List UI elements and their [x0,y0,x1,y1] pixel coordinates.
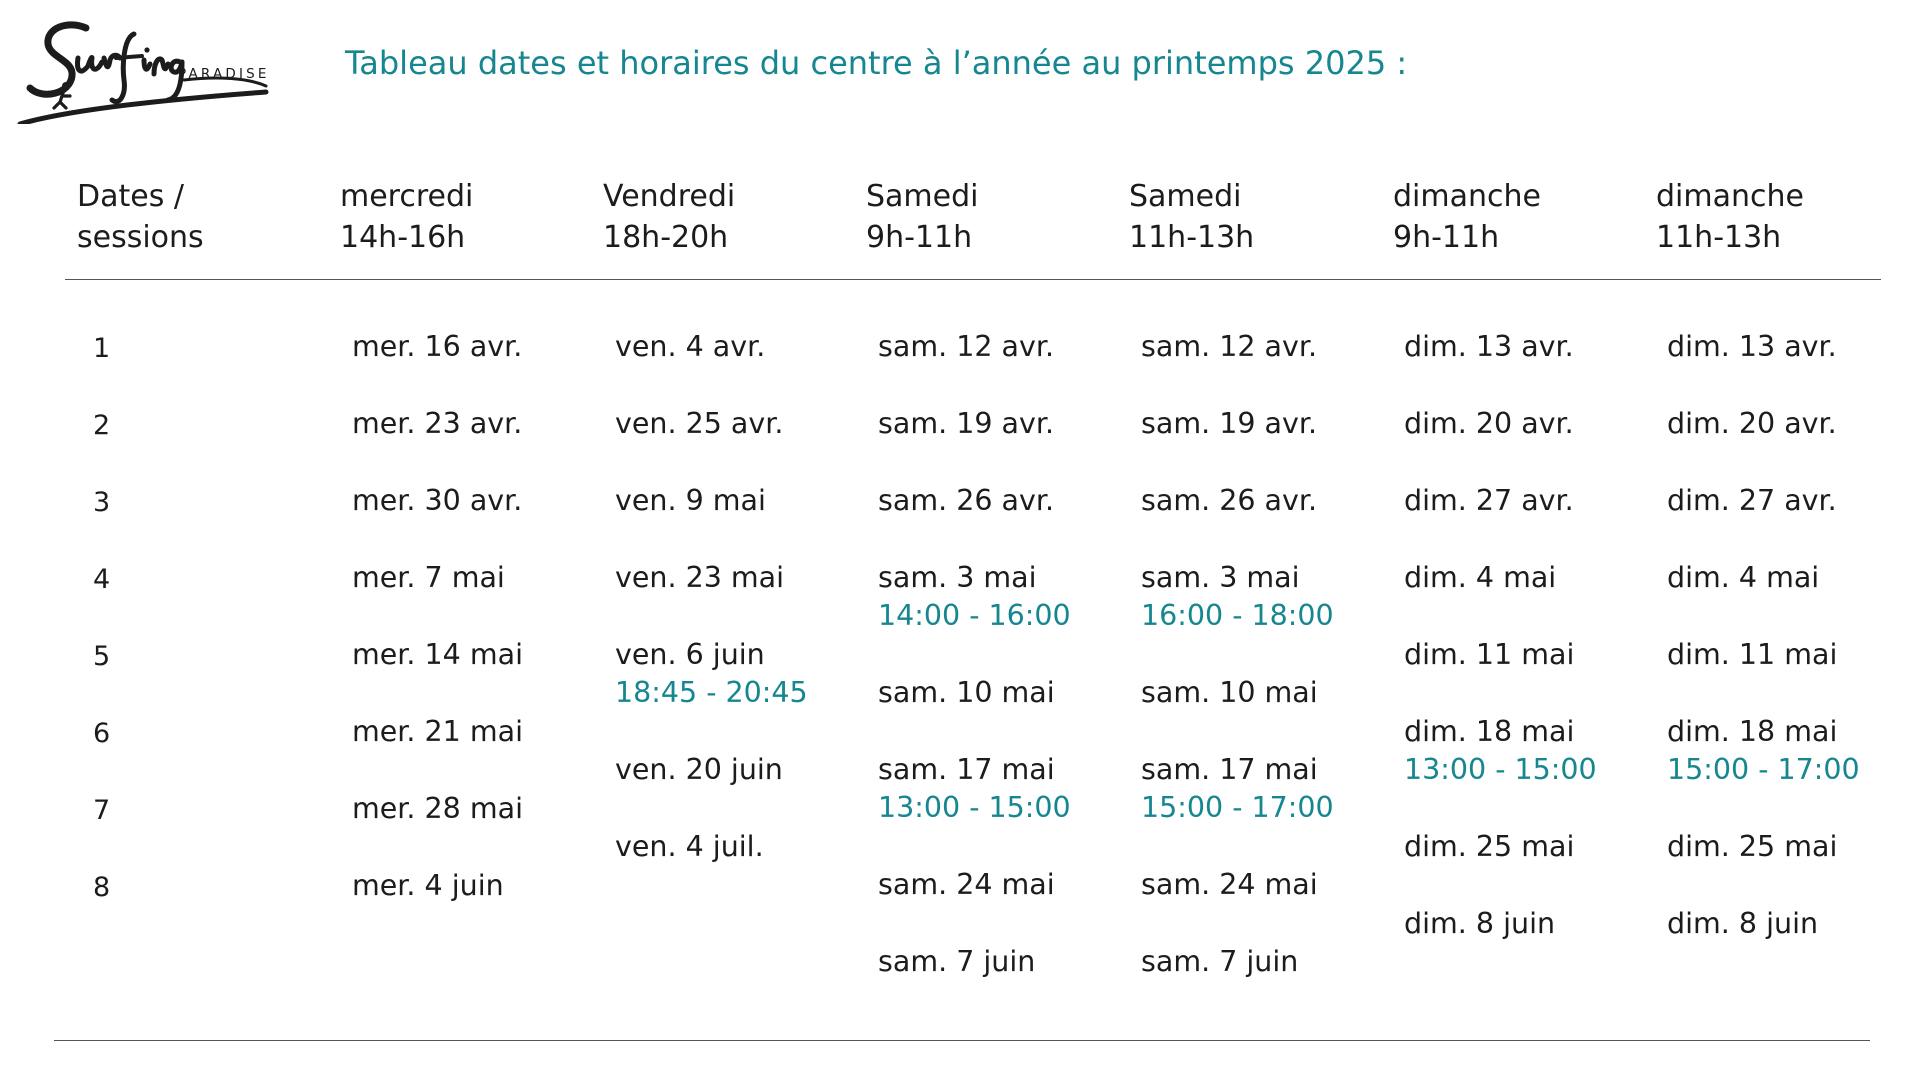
session-date-dimanche-matin: dim. 20 avr. [1404,407,1574,440]
session-date-dimanche-midi: dim. 18 mai [1667,715,1838,748]
column-header [603,176,735,258]
session-date-dimanche-matin: dim. 13 avr. [1404,330,1574,363]
session-date-samedi-midi: sam. 3 mai [1141,561,1300,594]
session-date-vendredi: ven. 4 avr. [615,330,766,363]
session-date-samedi-midi: sam. 19 avr. [1141,407,1318,440]
column-header [77,176,204,258]
session-number: 5 [93,641,111,672]
session-date-mercredi: mer. 28 mai [352,792,523,825]
session-date-samedi-midi: sam. 7 juin [1141,945,1299,978]
footer-divider [54,1040,1870,1041]
column-header [1129,176,1254,258]
column-header [1393,176,1541,258]
column-header-day: dimanche [1393,179,1541,214]
session-date-vendredi: ven. 9 mai [615,484,766,517]
session-date-mercredi: mer. 23 avr. [352,407,523,440]
session-number: 8 [93,872,111,903]
session-date-dimanche-midi: dim. 27 avr. [1667,484,1837,517]
session-date-mercredi: mer. 14 mai [352,638,523,671]
session-time-override: 13:00 - 15:00 [878,791,1071,824]
column-header-day: dimanche [1656,179,1804,214]
session-number: 3 [93,487,111,518]
session-number: 1 [93,333,111,364]
session-date-vendredi: ven. 23 mai [615,561,785,594]
logo-paradise-text: PARADISE [178,66,270,82]
session-date-samedi-matin: sam. 3 mai [878,561,1037,594]
session-date-dimanche-midi: dim. 20 avr. [1667,407,1837,440]
session-date-vendredi: ven. 6 juin [615,638,765,671]
page-title: Tableau dates et horaires du centre à l’année au printemps 2025 : [345,44,1408,82]
column-header-hours: 9h-11h [1393,220,1500,255]
session-date-dimanche-midi: dim. 8 juin [1667,907,1819,940]
session-date-samedi-matin: sam. 26 avr. [878,484,1055,517]
column-header-day: Samedi [866,179,979,214]
column-header-hours: 11h-13h [1129,220,1255,255]
session-number: 2 [93,410,111,441]
column-header-hours: 9h-11h [866,220,973,255]
session-date-samedi-matin: sam. 24 mai [878,868,1055,901]
session-date-dimanche-midi: dim. 13 avr. [1667,330,1837,363]
session-date-samedi-matin: sam. 12 avr. [878,330,1055,363]
column-header-day: Vendredi [603,179,736,214]
session-date-samedi-midi: sam. 10 mai [1141,676,1318,709]
session-number: 6 [93,718,111,749]
session-date-vendredi: ven. 25 avr. [615,407,784,440]
session-date-dimanche-matin: dim. 18 mai [1404,715,1575,748]
session-date-samedi-midi: sam. 12 avr. [1141,330,1318,363]
column-header-hours: 14h-16h [340,220,466,255]
session-date-dimanche-midi: dim. 25 mai [1667,830,1838,863]
column-header-hours: sessions [77,220,204,255]
column-header-hours: 18h-20h [603,220,729,255]
column-header [340,176,473,258]
session-time-override: 14:00 - 16:00 [878,599,1071,632]
session-date-mercredi: mer. 7 mai [352,561,505,594]
session-time-override: 18:45 - 20:45 [615,676,808,709]
session-date-dimanche-matin: dim. 8 juin [1404,907,1556,940]
session-number: 4 [93,564,111,595]
column-header-day: Dates / [77,179,184,214]
column-header-day: mercredi [340,179,474,214]
column-header [1656,176,1804,258]
session-date-dimanche-midi: dim. 11 mai [1667,638,1838,671]
session-date-dimanche-matin: dim. 25 mai [1404,830,1575,863]
session-date-samedi-matin: sam. 17 mai [878,753,1055,786]
session-date-vendredi: ven. 20 juin [615,753,783,786]
session-date-dimanche-matin: dim. 4 mai [1404,561,1557,594]
session-date-mercredi: mer. 30 avr. [352,484,523,517]
session-time-override: 15:00 - 17:00 [1667,753,1860,786]
session-date-samedi-midi: sam. 26 avr. [1141,484,1318,517]
session-date-dimanche-matin: dim. 27 avr. [1404,484,1574,517]
session-date-samedi-matin: sam. 7 juin [878,945,1036,978]
session-date-samedi-matin: sam. 19 avr. [878,407,1055,440]
session-date-mercredi: mer. 21 mai [352,715,523,748]
session-date-mercredi: mer. 16 avr. [352,330,523,363]
session-number: 7 [93,795,111,826]
column-header [866,176,979,258]
session-time-override: 15:00 - 17:00 [1141,791,1334,824]
session-date-mercredi: mer. 4 juin [352,869,504,902]
column-header-day: Samedi [1129,179,1242,214]
header-divider [65,279,1881,280]
column-header-hours: 11h-13h [1656,220,1782,255]
surfing-paradise-logo [8,14,270,124]
session-date-samedi-midi: sam. 17 mai [1141,753,1318,786]
session-date-samedi-matin: sam. 10 mai [878,676,1055,709]
session-date-vendredi: ven. 4 juil. [615,830,764,863]
session-date-samedi-midi: sam. 24 mai [1141,868,1318,901]
session-date-dimanche-midi: dim. 4 mai [1667,561,1820,594]
session-time-override: 16:00 - 18:00 [1141,599,1334,632]
session-date-dimanche-matin: dim. 11 mai [1404,638,1575,671]
session-time-override: 13:00 - 15:00 [1404,753,1597,786]
